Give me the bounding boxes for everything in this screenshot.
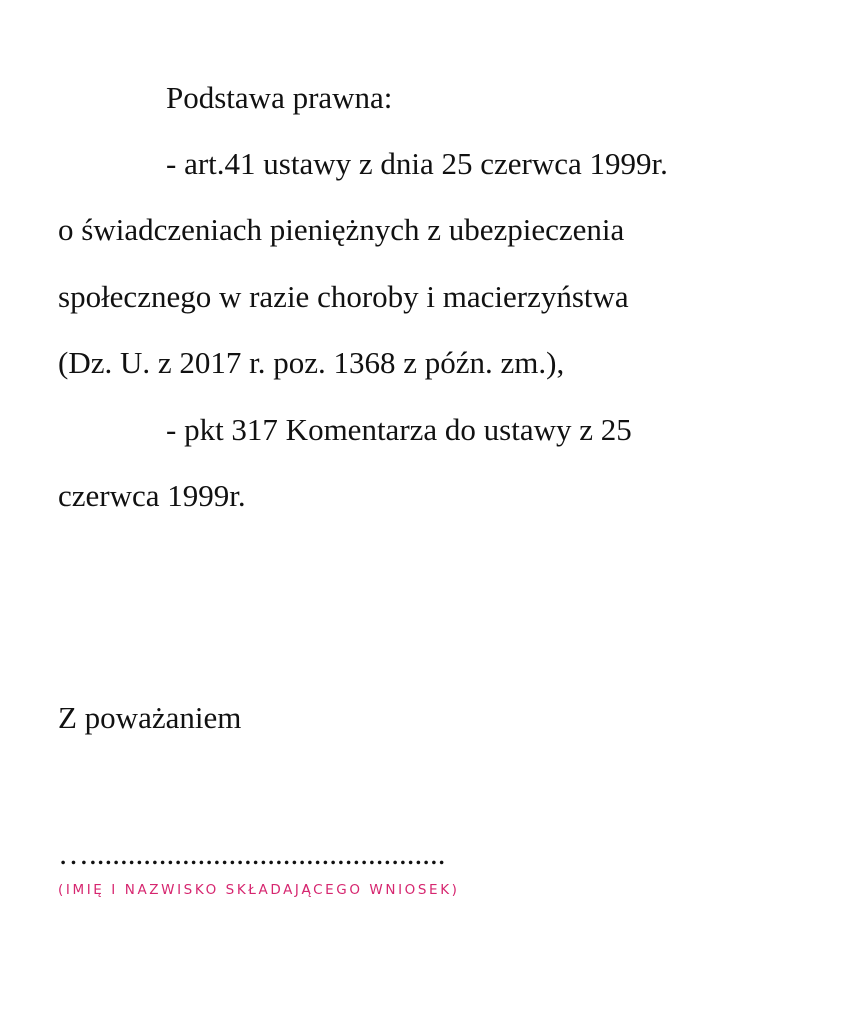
legal-basis-item-1-line-4: (Dz. U. z 2017 r. poz. 1368 z późn. zm.), bbox=[58, 345, 565, 380]
legal-basis-item-1-line-3: społecznego w razie choroby i macierzyństwa bbox=[58, 279, 629, 314]
legal-basis-item-2-line-1: - pkt 317 Komentarza do ustawy z 25 bbox=[166, 412, 632, 447]
legal-basis-heading: Podstawa prawna: bbox=[166, 80, 393, 115]
legal-basis-item-2-line-2: czerwca 1999r. bbox=[58, 478, 246, 513]
legal-basis-item-1-line-2: o świadczeniach pieniężnych z ubezpieczenia bbox=[58, 212, 625, 247]
legal-basis-item-1-line-1: - art.41 ustawy z dnia 25 czerwca 1999r. bbox=[166, 146, 668, 181]
closing-salutation: Z poważaniem bbox=[58, 700, 242, 735]
signature-line: ….............................................. bbox=[58, 836, 446, 871]
signature-caption: (IMIĘ I NAZWISKO SKŁADAJĄCEGO WNIOSEK) bbox=[58, 882, 460, 898]
